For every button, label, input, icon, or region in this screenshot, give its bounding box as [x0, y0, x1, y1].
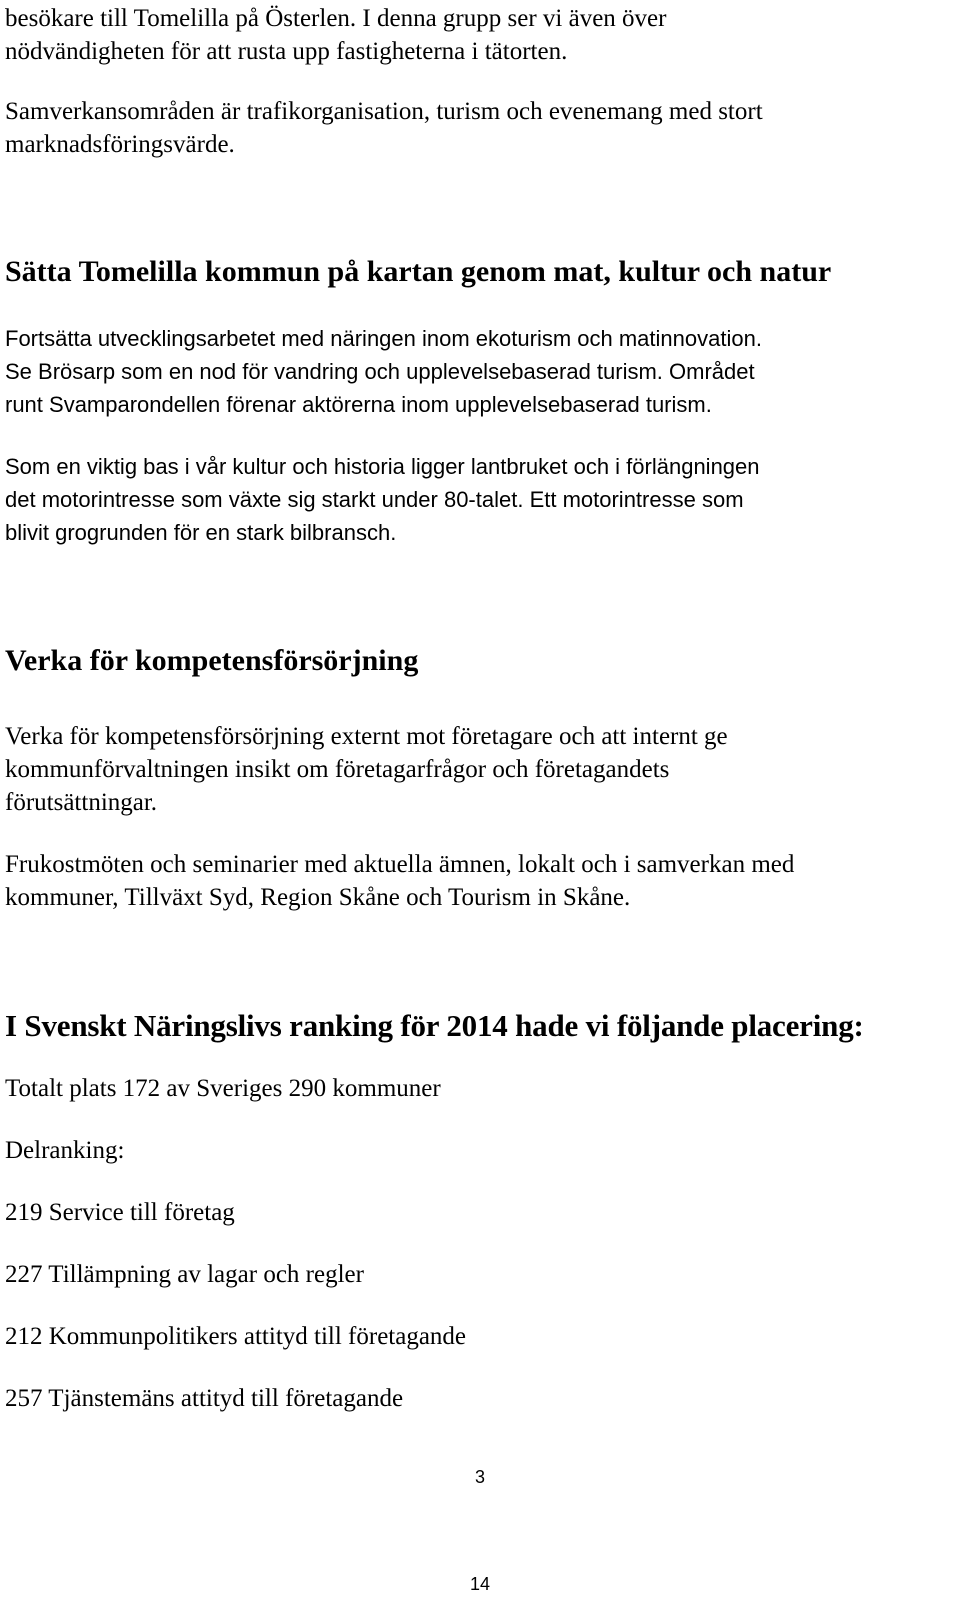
mat-paragraph-1: [5, 322, 762, 421]
ranking-item: 212 Kommunpolitikers attityd till företagande: [5, 1323, 467, 1350]
page-number: 3: [474, 1467, 485, 1487]
paragraph-line: förutsättningar.: [5, 789, 158, 816]
paragraph-line: kommunförvaltningen insikt om företagarfrågor och företagandets: [5, 756, 670, 783]
samverkan-line: Samverkansområden är trafikorganisation, turism och evenemang med stort: [5, 98, 763, 125]
samverkan-paragraph: [5, 95, 763, 161]
intro-line: nödvändigheten för att rusta upp fastigheterna i tätorten.: [5, 38, 568, 65]
ranking-total: Totalt plats 172 av Sveriges 290 kommuner: [5, 1075, 441, 1102]
intro-line: besökare till Tomelilla på Österlen. I denna grupp ser vi även över: [5, 5, 667, 32]
paragraph-line: Fortsätta utvecklingsarbetet med näringen inom ekoturism och matinnovation.: [5, 326, 762, 351]
paragraph-line: Se Brösarp som en nod för vandring och upplevelsebaserad turism. Området: [5, 359, 755, 384]
mat-paragraph-2: [5, 450, 760, 549]
ranking-item: 257 Tjänstemäns attityd till företagande: [5, 1385, 404, 1412]
samverkan-line: marknadsföringsvärde.: [5, 131, 235, 158]
paragraph-line: Frukostmöten och seminarier med aktuella ämnen, lokalt och i samverkan med: [5, 851, 795, 878]
section-heading-kompetensforsorjning: Verka för kompetensförsörjning: [5, 644, 419, 677]
paragraph-line: Som en viktig bas i vår kultur och historia ligger lantbruket och i förlängningen: [5, 454, 760, 479]
paragraph-line: kommuner, Tillväxt Syd, Region Skåne och Tourism in Skåne.: [5, 884, 631, 911]
paragraph-line: runt Svamparondellen förenar aktörerna inom upplevelsebaserad turism.: [5, 392, 712, 417]
section-heading-ranking: I Svenskt Näringslivs ranking för 2014 hade vi följande placering:: [5, 1008, 864, 1043]
intro-paragraph: [5, 2, 666, 68]
paragraph-line: Verka för kompetensförsörjning externt mot företagare och att internt ge: [5, 723, 728, 750]
section-heading-mat-kultur-natur: Sätta Tomelilla kommun på kartan genom mat, kultur och natur: [5, 255, 832, 288]
paragraph-line: det motorintresse som växte sig starkt under 80-talet. Ett motorintresse som: [5, 487, 744, 512]
kompetens-paragraph-1: [5, 720, 728, 819]
page-number-secondary: 14: [469, 1574, 491, 1594]
kompetens-paragraph-2: [5, 848, 794, 914]
paragraph-line: blivit grogrunden för en stark bilbransch.: [5, 520, 397, 545]
delranking-label: Delranking:: [5, 1137, 125, 1164]
ranking-item: 219 Service till företag: [5, 1199, 235, 1226]
ranking-item: 227 Tillämpning av lagar och regler: [5, 1261, 364, 1288]
